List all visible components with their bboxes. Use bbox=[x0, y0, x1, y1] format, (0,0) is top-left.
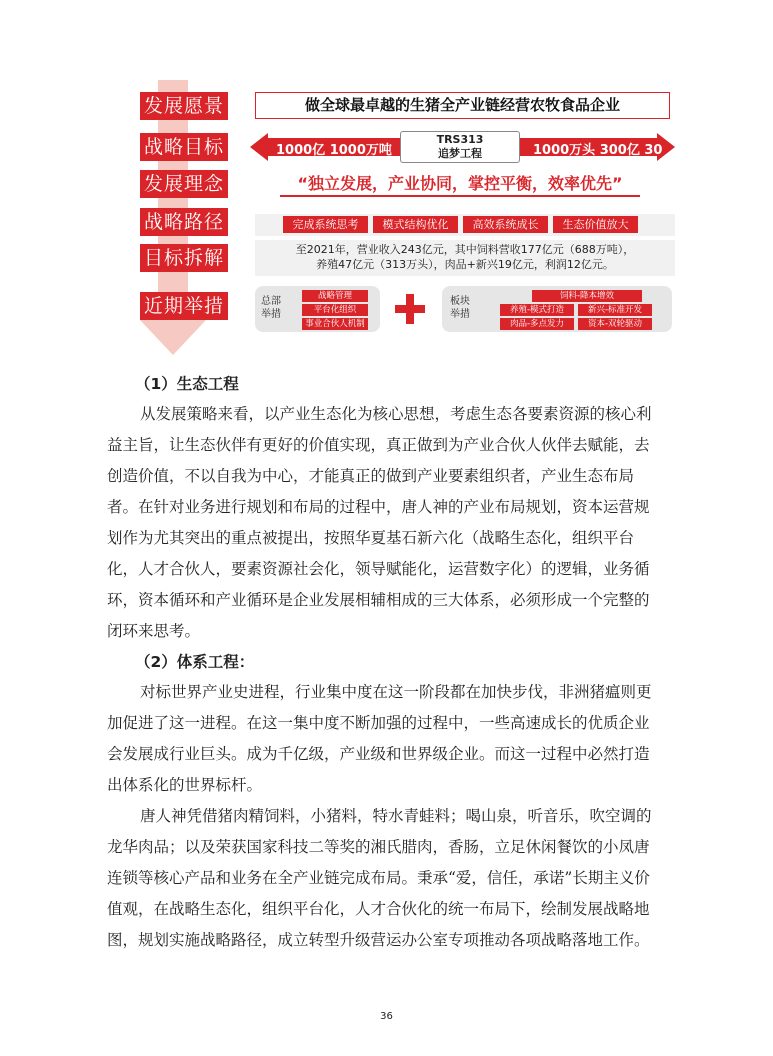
plate-item: 养殖-模式打造 bbox=[500, 304, 574, 316]
plate-label bbox=[450, 295, 470, 321]
label-measures: 近期举措 bbox=[140, 292, 228, 320]
strategy-paths bbox=[255, 214, 675, 236]
goal-center-line2: 追梦工程 bbox=[438, 147, 482, 160]
label-vision: 发展愿景 bbox=[140, 92, 228, 120]
goal-right-text: 1000万头 300亿 30亿 bbox=[533, 143, 663, 177]
hq-label-line2: 举措 bbox=[261, 309, 281, 320]
goal-arrow bbox=[250, 130, 675, 177]
path-chip: 完成系统思考 bbox=[283, 216, 368, 233]
label-idea: 发展理念 bbox=[140, 170, 228, 198]
path-chip: 生态价值放大 bbox=[553, 216, 638, 233]
paragraph-line: 闭环来思考。 bbox=[107, 622, 201, 640]
page-number: 36 bbox=[380, 1011, 393, 1022]
paragraph-line: 者。在针对业务进行规划和布局的过程中，唐人神的产业布局规划，资本运营规 bbox=[107, 498, 650, 516]
plate-item: 肉品-多点发力 bbox=[500, 318, 574, 330]
paragraph-line: 从发展策略来看，以产业生态化为核心思想，考虑生态各要素资源的核心利 bbox=[140, 405, 652, 423]
label-breakdown: 目标拆解 bbox=[140, 244, 228, 272]
hq-item: 平台化组织 bbox=[302, 304, 368, 316]
goal-center-line1: TRS313 bbox=[436, 133, 484, 146]
plate-item: 新兴-标准开发 bbox=[578, 304, 652, 316]
breakdown-line1: 至2021年，营业收入243亿元，其中饲料营收177亿元（688万吨）， bbox=[295, 243, 635, 256]
paragraph-line: 创造价值，不以自我为中心，才能真正的做到产业要素组织者，产业生态布局 bbox=[107, 467, 635, 485]
paragraph-line: 划作为尤其突出的重点被提出，按照华夏基石新六化（战略生态化，组织平台 bbox=[107, 529, 635, 547]
vision-statement: 做全球最卓越的生猪全产业链经营农牧食品企业 bbox=[255, 92, 670, 119]
strategy-diagram bbox=[130, 80, 685, 360]
paragraph-line: 对标世界产业史进程，行业集中度在这一阶段都在加快步伐，非洲猪瘟则更 bbox=[140, 683, 652, 701]
paragraph-line: 出体系化的世界标杆。 bbox=[107, 776, 263, 794]
path-chip: 模式结构优化 bbox=[373, 216, 458, 233]
target-breakdown bbox=[255, 240, 675, 276]
hq-item: 事业合伙人机制 bbox=[302, 318, 368, 330]
paragraph-line: 益主旨，让生态伙伴有更好的价值实现，真正做到为产业合伙人伙伴去赋能，去 bbox=[107, 436, 650, 454]
section-1-title: （1）生态工程 bbox=[135, 375, 239, 393]
plate-measures-box bbox=[442, 286, 672, 332]
hq-item: 战略管理 bbox=[302, 290, 368, 302]
paragraph-line: 值观，在战略生态化，组织平台化，人才合伙化的统一布局下，绘制发展战略地 bbox=[107, 900, 650, 918]
plate-item: 资本-双轮驱动 bbox=[578, 318, 652, 330]
goal-center-box bbox=[400, 131, 520, 163]
hq-label-line1: 总部 bbox=[261, 296, 281, 307]
breakdown-line2: 养殖47亿元（313万头），肉品+新兴19亿元，利润12亿元。 bbox=[316, 258, 614, 271]
plate-label-line2: 举措 bbox=[450, 309, 470, 320]
goal-left-text: 1000亿 1000万吨 bbox=[276, 143, 392, 158]
plate-item: 饲料-降本增效 bbox=[532, 290, 642, 302]
paragraph-line: 加促进了这一进程。在这一集中度不断加强的过程中，一些高速成长的优质企业 bbox=[107, 714, 650, 732]
hq-measures-box bbox=[255, 286, 380, 332]
label-path: 战略路径 bbox=[140, 208, 228, 236]
plus-icon bbox=[395, 294, 425, 324]
paragraph-line: 连锁等核心产品和业务在全产业链完成布局。秉承“爱，信任，承诺”长期主义价 bbox=[107, 869, 650, 887]
paragraph-line: 唐人神凭借猪肉精饲料，小猪料，特水青蛙料；喝山泉，听音乐，吹空调的 bbox=[140, 807, 652, 825]
paragraph-line: 会发展成行业巨头。成为千亿级，产业级和世界级企业。而这一过程中必然打造 bbox=[107, 745, 650, 763]
label-goal: 战略目标 bbox=[140, 133, 228, 161]
paragraph-line: 化，人才合伙人，要素资源社会化，领导赋能化，运营数字化）的逻辑，业务循 bbox=[107, 560, 650, 578]
hq-label bbox=[261, 295, 281, 321]
paragraph-line: 龙华肉品；以及荣获国家科技二等奖的湘氏腊肉，香肠，立足休闲餐饮的小凤唐 bbox=[107, 838, 650, 856]
section-2-title: （2）体系工程： bbox=[135, 653, 255, 671]
plate-label-line1: 板块 bbox=[450, 296, 470, 307]
paragraph-line: 环，资本循环和产业循环是企业发展相辅相成的三大体系，必须形成一个完整的 bbox=[107, 591, 650, 609]
development-idea: “独立发展，产业协同，掌控平衡，效率优先” bbox=[280, 175, 640, 197]
path-chip: 高效系统成长 bbox=[463, 216, 548, 233]
paragraph-line: 图，规划实施战略路径，成立转型升级营运办公室专项推动各项战略落地工作。 bbox=[107, 931, 650, 949]
